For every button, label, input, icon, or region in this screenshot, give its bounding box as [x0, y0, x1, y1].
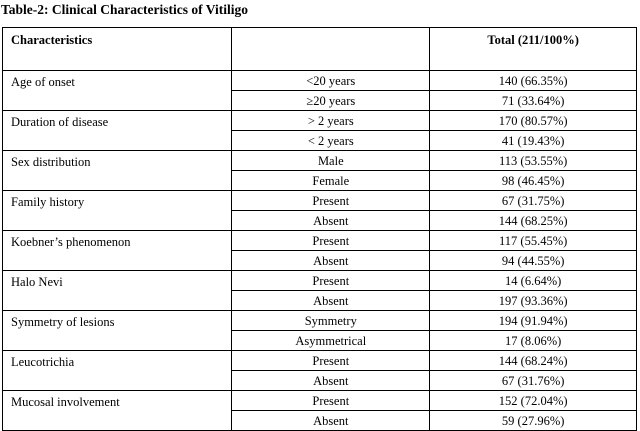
characteristic-cell: Duration of disease: [3, 111, 232, 151]
table-row: [3, 311, 637, 331]
total-cell: 144 (68.25%): [430, 211, 637, 231]
category-cell: Absent: [232, 251, 430, 271]
characteristic-cell: Family history: [3, 191, 232, 231]
total-cell: 170 (80.57%): [430, 111, 637, 131]
characteristic-cell: Koebner’s phenomenon: [3, 231, 232, 271]
characteristic-cell: Mucosal involvement: [3, 391, 232, 431]
category-cell: Symmetry: [232, 311, 430, 331]
total-cell: 14 (6.64%): [430, 271, 637, 291]
characteristic-cell: Age of onset: [3, 71, 232, 111]
total-cell: 140 (66.35%): [430, 71, 637, 91]
total-cell: 98 (46.45%): [430, 171, 637, 191]
table-row: [3, 111, 637, 131]
category-cell: ≥20 years: [232, 91, 430, 111]
header-category: [232, 28, 430, 71]
header-characteristics: Characteristics: [3, 28, 232, 71]
category-cell: Female: [232, 171, 430, 191]
total-cell: 67 (31.75%): [430, 191, 637, 211]
total-cell: 117 (55.45%): [430, 231, 637, 251]
table-row: [3, 191, 637, 211]
category-cell: Absent: [232, 371, 430, 391]
table-row: [3, 151, 637, 171]
category-cell: Present: [232, 271, 430, 291]
header-total: Total (211/100%): [430, 28, 637, 71]
header-row: [3, 28, 637, 71]
characteristic-cell: Symmetry of lesions: [3, 311, 232, 351]
category-cell: Absent: [232, 291, 430, 311]
table-row: [3, 271, 637, 291]
total-cell: 17 (8.06%): [430, 331, 637, 351]
total-cell: 144 (68.24%): [430, 351, 637, 371]
table-row: [3, 231, 637, 251]
table-row: [3, 351, 637, 371]
table-caption: Table-2: Clinical Characteristics of Vitiligo: [1, 2, 248, 17]
category-cell: Absent: [232, 411, 430, 431]
category-cell: <20 years: [232, 71, 430, 91]
characteristic-cell: Leucotrichia: [3, 351, 232, 391]
table-row: [3, 71, 637, 91]
category-cell: Present: [232, 391, 430, 411]
total-cell: 67 (31.76%): [430, 371, 637, 391]
total-cell: 94 (44.55%): [430, 251, 637, 271]
category-cell: > 2 years: [232, 111, 430, 131]
total-cell: 41 (19.43%): [430, 131, 637, 151]
total-cell: 152 (72.04%): [430, 391, 637, 411]
total-cell: 71 (33.64%): [430, 91, 637, 111]
category-cell: Present: [232, 351, 430, 371]
category-cell: < 2 years: [232, 131, 430, 151]
category-cell: Present: [232, 231, 430, 251]
characteristic-cell: Sex distribution: [3, 151, 232, 191]
category-cell: Asymmetrical: [232, 331, 430, 351]
characteristic-cell: Halo Nevi: [3, 271, 232, 311]
total-cell: 197 (93.36%): [430, 291, 637, 311]
total-cell: 59 (27.96%): [430, 411, 637, 431]
total-cell: 113 (53.55%): [430, 151, 637, 171]
total-cell: 194 (91.94%): [430, 311, 637, 331]
category-cell: Absent: [232, 211, 430, 231]
category-cell: Present: [232, 191, 430, 211]
category-cell: Male: [232, 151, 430, 171]
clinical-characteristics-table: [2, 27, 637, 431]
